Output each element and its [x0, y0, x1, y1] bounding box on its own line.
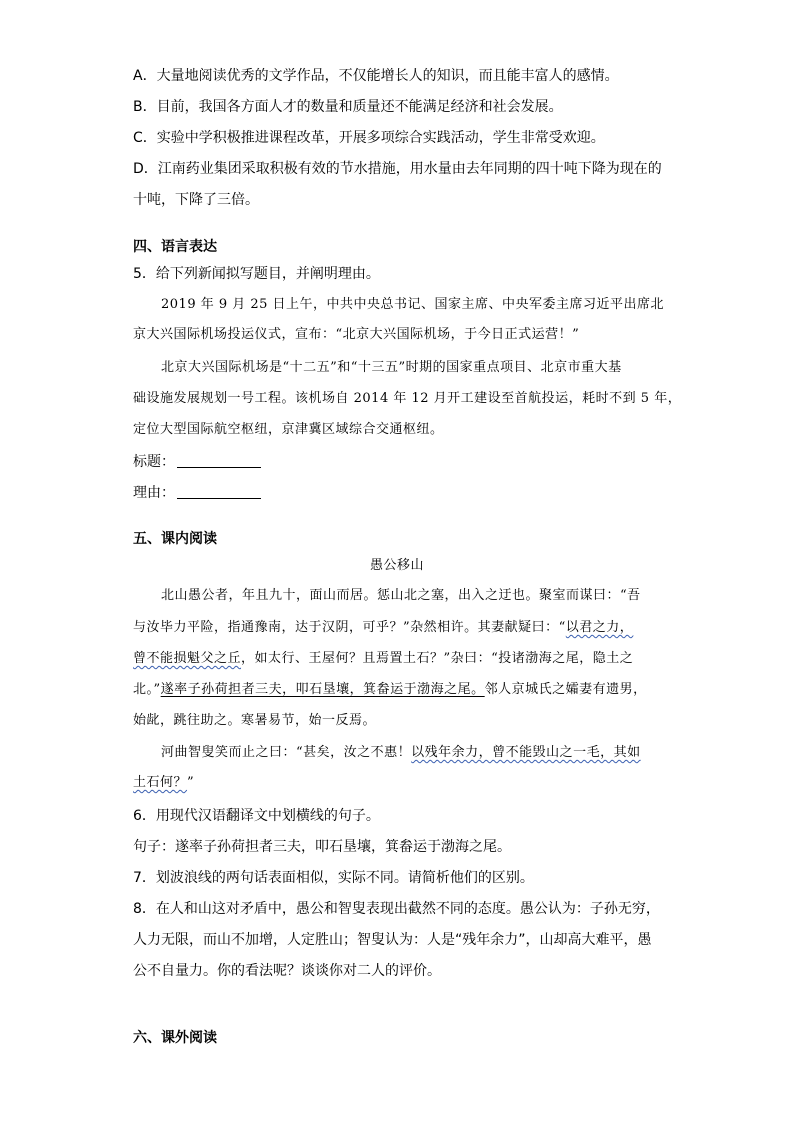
passage-text: 河曲智叟笑而止之曰：“甚矣，汝之不惠！	[161, 745, 412, 760]
option-c: C．实验中学积极推进课程改革，开展多项综合实践活动，学生非常受欢迎。	[133, 130, 605, 146]
passage-p1-line-4	[133, 680, 647, 700]
title-answer-blank[interactable]	[177, 453, 261, 468]
question-6-sentence: 句子：遂率子孙荷担者三夫，叩石垦壤，箕畚运于渤海之尾。	[133, 839, 511, 855]
question-7: 7．划波浪线的两句话表面相似，实际不同。请简析他们的区别。	[133, 870, 534, 886]
passage-text: 北。”	[133, 682, 161, 697]
news-paragraph-2-line-2: 础设施发展规划一号工程。该机场自 2014 年 12 月开工建设至首航投运，耗时不到 5 年，	[133, 391, 682, 406]
title-answer-row	[133, 452, 261, 472]
reason-answer-row	[133, 483, 261, 503]
news-paragraph-1-line-2: 京大兴国际机场投运仪式，宣布：“北京大兴国际机场，于今日正式运营！”	[133, 327, 580, 342]
passage-p1-line-5: 始龀，跳往助之。寒暑易节，始一反焉。	[133, 713, 377, 728]
wavy-underlined-text: 以残年余力，曾不能毁山之一毛，其如	[411, 745, 641, 760]
passage-p2-line-1	[161, 743, 641, 763]
wavy-underlined-text: 土石何？	[133, 775, 188, 790]
section-heading-language-expression: 四、语言表达	[133, 239, 217, 255]
underlined-sentence: 遂率子孙荷担者三夫，叩石垦壤，箕畚运于渤海之尾。	[160, 682, 485, 697]
news-paragraph-2-line-3: 定位大型国际航空枢纽，京津冀区域综合交通枢纽。	[133, 422, 444, 437]
passage-text: ，如太行、王屋何？且焉置土石？”杂曰：“投诸渤海之尾，隐土之	[241, 651, 634, 666]
news-paragraph-1-line-1: 2019 年 9 月 25 日上午，中共中央总书记、国家主席、中央军委主席习近平出席北	[161, 297, 665, 312]
title-label: 标题：	[133, 454, 175, 470]
passage-p2-line-2	[133, 773, 194, 793]
passage-title: 愚公移山	[370, 558, 425, 573]
section-heading-extracurricular-reading: 六、课外阅读	[133, 1030, 217, 1046]
passage-text: 与汝毕力平险，指通豫南，达于汉阴，可乎？”杂然相许。其妻献疑曰：“	[133, 620, 566, 635]
option-d-line-1: D．江南药业集团采取积极有效的节水措施，用水量由去年同期的四十吨下降为现在的	[133, 161, 662, 177]
passage-text: ”	[187, 775, 195, 790]
question-8-line-1: 8．在人和山这对矛盾中，愚公和智叟表现出截然不同的态度。愚公认为：子孙无穷，	[133, 901, 660, 917]
question-6: 6．用现代汉语翻译文中划横线的句子。	[133, 808, 380, 824]
reason-answer-blank[interactable]	[177, 484, 261, 499]
passage-p1-line-2	[133, 618, 633, 638]
reason-label: 理由：	[133, 485, 175, 501]
news-paragraph-2-line-1: 北京大兴国际机场是“十二五”和“十三五”时期的国家重点项目、北京市重大基	[161, 360, 622, 375]
passage-p1-line-1: 北山愚公者，年且九十，面山而居。惩山北之塞，出入之迂也。聚室而谋曰：“吾	[161, 588, 641, 603]
section-heading-in-class-reading: 五、课内阅读	[133, 531, 217, 547]
option-d-line-2: 十吨，下降了三倍。	[133, 192, 259, 208]
wavy-underlined-text: 以君之力，	[565, 620, 634, 635]
passage-p1-line-3	[133, 649, 633, 669]
option-b: B．目前，我国各方面人才的数量和质量还不能满足经济和社会发展。	[133, 99, 563, 115]
question-5: 5．给下列新闻拟写题目，并阐明理由。	[133, 266, 380, 282]
wavy-underlined-text: 曾不能损魁父之丘	[133, 651, 242, 666]
passage-text: 邻人京城氏之孀妻有遗男，	[484, 682, 647, 697]
question-8-line-2: 人力无限，而山不加增，人定胜山；智叟认为：人是“残年余力”，山却高大难平，愚	[133, 932, 652, 948]
option-a: A．大量地阅读优秀的文学作品，不仅能增长人的知识，而且能丰富人的感情。	[133, 68, 619, 84]
question-8-line-3: 公不自量力。你的看法呢？谈谈你对二人的评价。	[133, 963, 441, 979]
